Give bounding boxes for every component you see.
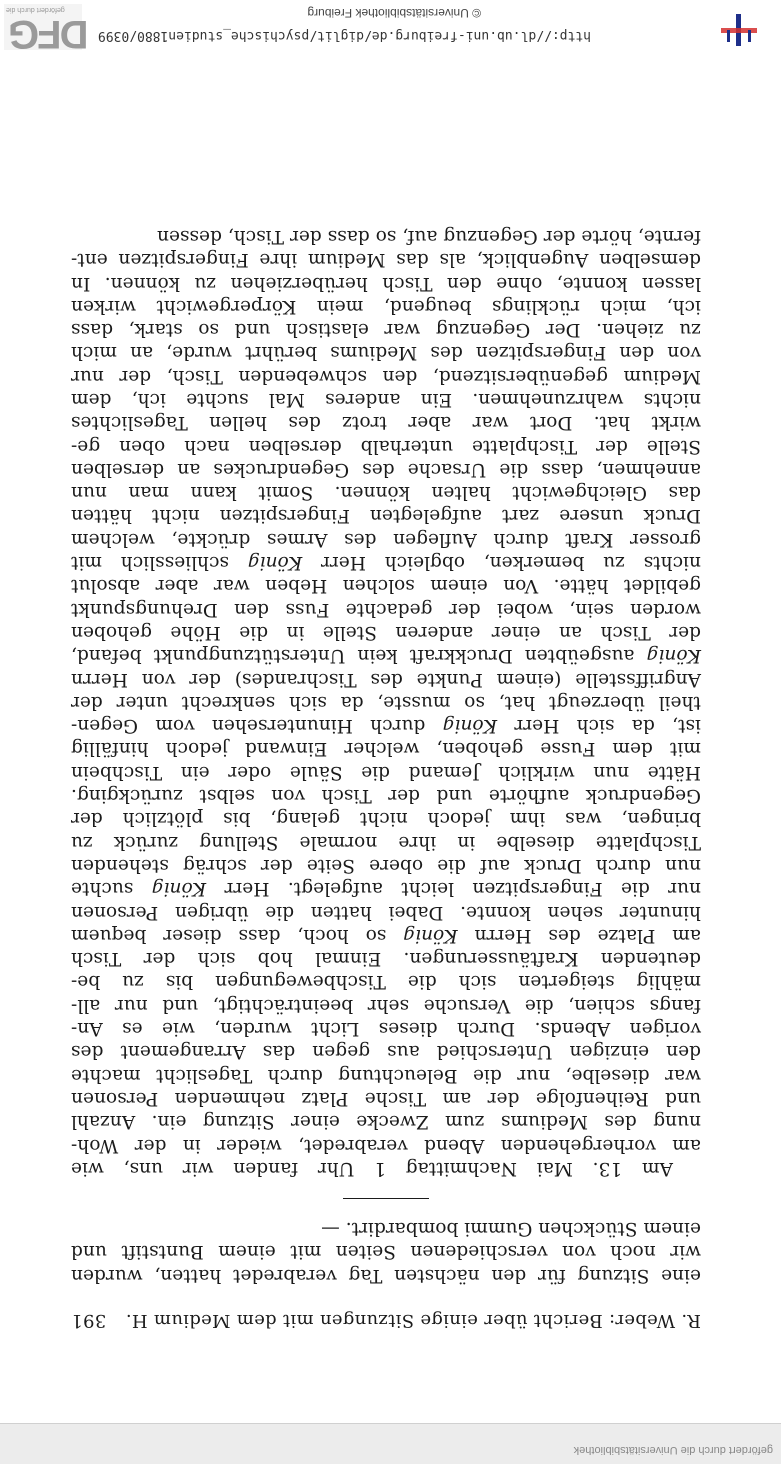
text-line: Am 13. Mai Nachmittag 1 Uhr fanden wir uns, wie bbox=[71, 1157, 673, 1179]
text-line: lassen konnte, ohne den Tisch herüberziehen zu können. In bbox=[71, 272, 701, 294]
text-line: Angriffsstelle (einem Punkte des Tischrandes) der von Herrn bbox=[71, 668, 701, 690]
viewer-toolbar bbox=[0, 1423, 781, 1464]
text-line: am Platze des Herrn König so hoch, dass dieser bequem bbox=[71, 924, 701, 946]
text-line: Medium gegenübersitzend, den schwebenden Tisch, der nur bbox=[71, 365, 701, 387]
section-divider bbox=[343, 1198, 429, 1199]
copyright-notice: © Universitätsbibliothek Freiburg bbox=[307, 6, 481, 20]
text-line: theil überzeugt hat, so musste, da sich senkrecht unter der bbox=[71, 691, 701, 713]
document-page bbox=[71, 225, 701, 1332]
text-line: am vorhergehenden Abend verabredet, wieder in der Woh- bbox=[71, 1134, 701, 1156]
text-line: einem Stückchen Gummi bombardirt. — bbox=[321, 1218, 701, 1240]
text-line: vorigen Abends. Durch dieses Licht wurden, wie es An- bbox=[71, 1018, 701, 1040]
text-line: war dieselbe, nur die Beleuchtung durch Tageslicht machte bbox=[71, 1064, 701, 1086]
text-line: demselben Augenblick, als das Medium ihre Fingerspitzen ent- bbox=[71, 249, 701, 271]
text-line: von den Fingerspitzen des Mediums berührt wurde, an mich bbox=[71, 342, 701, 364]
text-line: ist, da sich Herr König durch Hinuntersehen vom Gegen- bbox=[71, 715, 701, 737]
text-line: nichts wahrzunehmen. Ein anderes Mal suchte ich, dem bbox=[71, 389, 701, 411]
text-line: deutenden Kraftäusserungen. Einmal hob sich der Tisch bbox=[71, 948, 701, 970]
text-line: nung des Mediums zum Zwecke einer Sitzung ein. Anzahl bbox=[71, 1111, 701, 1133]
text-line: Gegendruck aufhörte und der Tisch von selbst zurückging. bbox=[71, 785, 701, 807]
text-line: den einzigen Unterschied aus gegen das Arrangement des bbox=[71, 1041, 701, 1063]
text-line: Hätte nun wirklich Jemand die Säule oder ein Tischbein bbox=[71, 761, 701, 783]
text-line: bringen, was ihm jedoch nicht gelang, bis plötzlich der bbox=[71, 808, 701, 830]
text-line: Tischplatte dieselbe in ihre normale Stellung zurück zu bbox=[71, 831, 701, 853]
text-line: nichts zu bemerken, obgleich Herr König schliesslich mit bbox=[71, 552, 701, 574]
text-line: hinunter sehen konnte. Dabei hatten die übrigen Personen bbox=[71, 901, 701, 923]
text-line: und Reihenfolge der am Tische Platz nehmenden Personen bbox=[71, 1087, 701, 1109]
text-line: fernte, hörte der Gegenzug auf, so dass der Tisch, dessen bbox=[156, 225, 701, 247]
paragraph-2 bbox=[71, 225, 701, 1180]
text-line: nun durch Druck auf die obere Seite der schräg stehenden bbox=[71, 854, 701, 876]
text-line: König ausgeübten Druckkraft kein Unterstützungpunkt befand, bbox=[71, 645, 701, 667]
text-line: ich, mich rücklings beugend, mein Körpergewicht wirken bbox=[71, 295, 701, 317]
paragraph-1 bbox=[71, 1217, 701, 1287]
text-line: mit dem Fusse gehoben, welcher Einwand jedoch hinfällig bbox=[71, 738, 701, 760]
text-line: Stelle der Tischplatte unterhalb derselben nach oben ge- bbox=[71, 435, 701, 457]
text-line: mählig steigerten sich die Tischbewegungen bis zu be- bbox=[71, 971, 701, 993]
dfg-logo-text: DFG bbox=[10, 12, 89, 56]
text-line: wirkt hat. Dort war aber trotz des hellen Tageslichtes bbox=[71, 412, 701, 434]
text-line: wir noch von verschiedenen Seiten mit einem Buntstift und bbox=[71, 1241, 701, 1263]
text-line: Druck unsere zart aufgelegten Fingerspitzen nicht hätten bbox=[71, 505, 701, 527]
text-line: der Tisch an einer anderen Stelle in die Höhe gehoben bbox=[71, 621, 701, 643]
page-number: 391 bbox=[71, 1310, 107, 1331]
document-url[interactable]: http://dl.ub.uni-freiburg.de/diglit/psychische_studien1880/0399 bbox=[97, 28, 591, 43]
viewer-info-bar bbox=[0, 0, 781, 54]
viewer-partner-text: gefördert durch die Universitätsbibliothek bbox=[573, 1444, 773, 1456]
text-line: worden sein, wobei der gedachte Fuss den Drehungspunkt bbox=[71, 598, 701, 620]
text-line: fangs schien, die Versuche sehr beeinträchtigt, und nur all- bbox=[71, 994, 701, 1016]
text-line: das Gleichgewicht halten können. Somit kann man nun bbox=[71, 482, 701, 504]
text-line: nur die Fingerspitzen leicht aufgelegt. Herr König suchte bbox=[70, 878, 701, 900]
text-line: zu ziehen. Der Gegenzug war elastisch und so stark, dass bbox=[71, 319, 701, 341]
running-head bbox=[71, 1309, 701, 1332]
running-head-title: R. Weber: Bericht über einige Sitzungen mit dem Medium H. bbox=[125, 1310, 701, 1331]
text-line: annehmen, dass die Ursache des Gegendruckes an derselben bbox=[71, 458, 701, 480]
text-line: grosser Kraft durch Auflegen des Armes drückte, welchem bbox=[71, 528, 701, 550]
text-line: gebildet hätte. Von einem solchen Heben war aber absolut bbox=[71, 575, 701, 597]
dfg-logo bbox=[4, 4, 89, 56]
dfg-logo-caption: gefördert durch die bbox=[6, 6, 65, 13]
university-logo-icon bbox=[719, 12, 759, 48]
text-line: eine Sitzung für den nächsten Tag verabredet hatten, wurden bbox=[71, 1264, 701, 1286]
